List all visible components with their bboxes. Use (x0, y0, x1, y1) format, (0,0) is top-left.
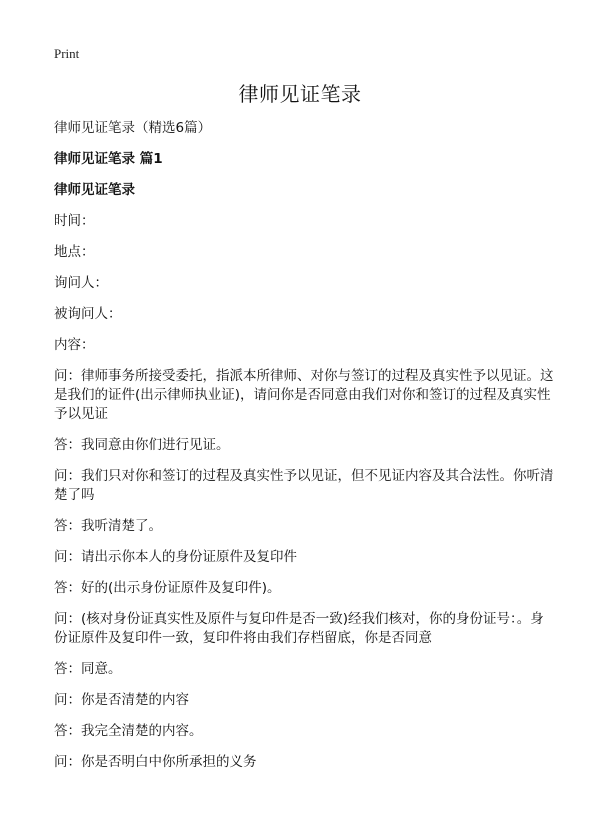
dialogue-paragraph: 问：我们只对你和签订的过程及真实性予以见证，但不见证内容及其合法性。你听清楚了吗 (54, 468, 554, 503)
dialogue-paragraph: 答：我同意由你们进行见证。 (54, 437, 230, 453)
dialogue-paragraph: 问：(核对身份证真实性及原件与复印件是否一致)经我们核对，你的身份证号：。身份证原件及复印件一致，复印件将由我们存档留底，你是否同意 (54, 611, 544, 646)
page-title: 律师见证笔录 (238, 82, 362, 106)
section-heading: 律师见证笔录 篇1 (54, 151, 163, 167)
section-subheading: 律师见证笔录 (54, 182, 135, 198)
field-interviewer: 询问人： (54, 275, 108, 291)
field-content: 内容： (54, 337, 95, 353)
document-body (54, 119, 554, 784)
subtitle: 律师见证笔录（精选6篇） (54, 120, 212, 136)
dialogue-paragraph: 问：律师事务所接受委托，指派本所律师、对你与签订的过程及真实性予以见证。这是我们的证件(出示律师执业证)，请问你是否同意由我们对你和签订的过程及真实性予以见证 (54, 368, 554, 422)
dialogue-paragraph: 答：同意。 (54, 661, 122, 677)
field-interviewee: 被询问人： (54, 306, 122, 322)
dialogue-paragraph: 问：你是否明白中你所承担的义务 (54, 754, 257, 770)
dialogue-paragraph: 答：我完全清楚的内容。 (54, 723, 203, 739)
dialogue-paragraph: 答：我听清楚了。 (54, 518, 162, 534)
field-location: 地点： (54, 244, 95, 260)
field-time: 时间： (54, 213, 95, 229)
print-link[interactable]: Print (54, 46, 80, 61)
dialogue-paragraph: 问：请出示你本人的身份证原件及复印件 (54, 549, 297, 565)
dialogue-paragraph: 问：你是否清楚的内容 (54, 692, 189, 708)
dialogue-paragraph: 答：好的(出示身份证原件及复印件)。 (54, 580, 281, 596)
